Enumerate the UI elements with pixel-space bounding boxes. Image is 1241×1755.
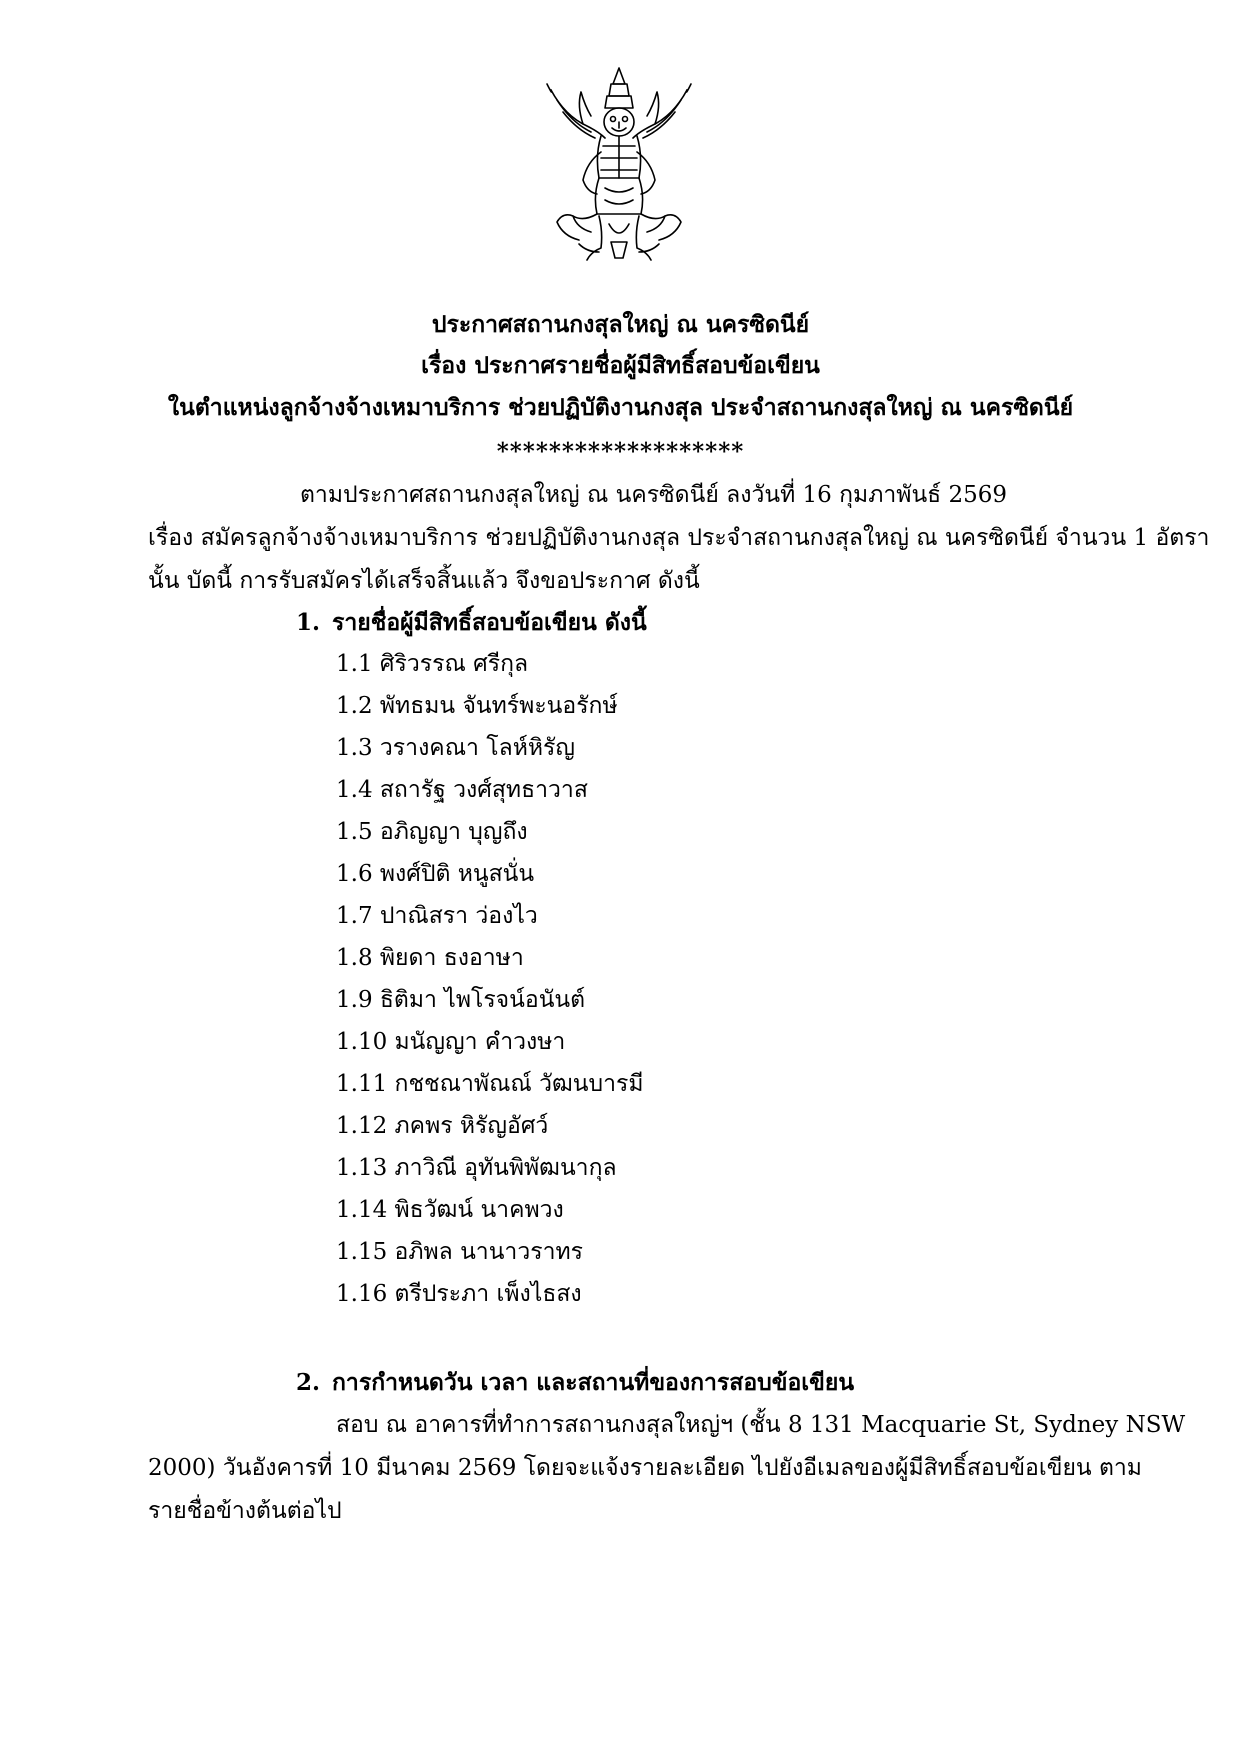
list-item: 1.7 ปาณิสรา ว่องไว (336, 903, 538, 929)
list-item: 1.6 พงศ์ปิติ หนูสนั่น (336, 861, 535, 887)
list-item: 1.3 วรางคณา โลห์หิรัญ (336, 735, 575, 761)
section-2-heading (296, 1367, 854, 1399)
list-item: 1.2 พัทธมน จันทร์พะนอรักษ์ (336, 693, 618, 719)
exam-details-line-2: 2000) วันอังคารที่ 10 มีนาคม 2569 โดยจะแจ้งรายละเอียด ไปยังอีเมลของผู้มีสิทธิ์สอบข้อเขียน ตาม (148, 1455, 1142, 1481)
list-item: 1.11 กชชณาพัณณ์ วัฒนบารมี (336, 1071, 644, 1097)
exam-details-line-1: สอบ ณ อาคารที่ทำการสถานกงสุลใหญ่ฯ (ชั้น 8 131 Macquarie St, Sydney NSW (336, 1412, 1186, 1438)
list-item: 1.13 ภาวิณี อุทันพิพัฒนากุล (336, 1155, 617, 1181)
separator-asterisks: ******************* (496, 438, 745, 465)
list-item: 1.10 มนัญญา คำวงษา (336, 1029, 566, 1055)
section-2-number: 2. (296, 1369, 321, 1396)
list-item: 1.15 อภิพล นานาวราทร (336, 1239, 584, 1265)
list-item: 1.8 พิยดา ธงอาษา (336, 945, 524, 971)
list-item: 1.14 พิธวัฒน์ นาคพวง (336, 1197, 564, 1223)
exam-details-line-3: รายชื่อข้างต้นต่อไป (148, 1498, 342, 1524)
intro-line-3: นั้น บัดนี้ การรับสมัครได้เสร็จสิ้นแล้ว จึงขอประกาศ ดังนี้ (148, 568, 700, 594)
intro-line-1: ตามประกาศสถานกงสุลใหญ่ ณ นครซิดนีย์ ลงวันที่ 16 กุมภาพันธ์ 2569 (300, 482, 1008, 508)
eligible-candidates-list (336, 648, 644, 1320)
list-item: 1.16 ตรีประภา เพ็งไธสง (336, 1281, 582, 1307)
announcement-position: ในตำแหน่งลูกจ้างจ้างเหมาบริการ ช่วยปฏิบัติงานกงสุล ประจำสถานกงสุลใหญ่ ณ นครซิดนีย์ (167, 394, 1074, 421)
section-1-number: 1. (296, 609, 321, 636)
list-item: 1.5 อภิญญา บุญถึง (336, 819, 528, 845)
intro-line-2: เรื่อง สมัครลูกจ้างจ้างเหมาบริการ ช่วยปฏิบัติงานกงสุล ประจำสถานกงสุลใหญ่ ณ นครซิดนีย์ จำนวน 1 อัตรา (148, 525, 1210, 551)
list-item: 1.4 สถารัฐ วงศ์สุทธาวาส (336, 777, 588, 803)
section-1-heading (296, 607, 647, 639)
list-item: 1.1 ศิริวรรณ ศรีกุล (336, 651, 529, 677)
garuda-emblem-icon (543, 66, 695, 262)
announcement-title: ประกาศสถานกงสุลใหญ่ ณ นครซิดนีย์ (431, 311, 810, 338)
announcement-subject: เรื่อง ประกาศรายชื่อผู้มีสิทธิ์สอบข้อเขียน (421, 352, 820, 379)
section-1-heading-text: รายชื่อผู้มีสิทธิ์สอบข้อเขียน ดังนี้ (332, 609, 647, 636)
list-item: 1.12 ภคพร หิรัญอัศว์ (336, 1113, 549, 1139)
list-item: 1.9 ธิติมา ไพโรจน์อนันต์ (336, 987, 586, 1013)
section-2-heading-text: การกำหนดวัน เวลา และสถานที่ของการสอบข้อเขียน (332, 1369, 855, 1396)
